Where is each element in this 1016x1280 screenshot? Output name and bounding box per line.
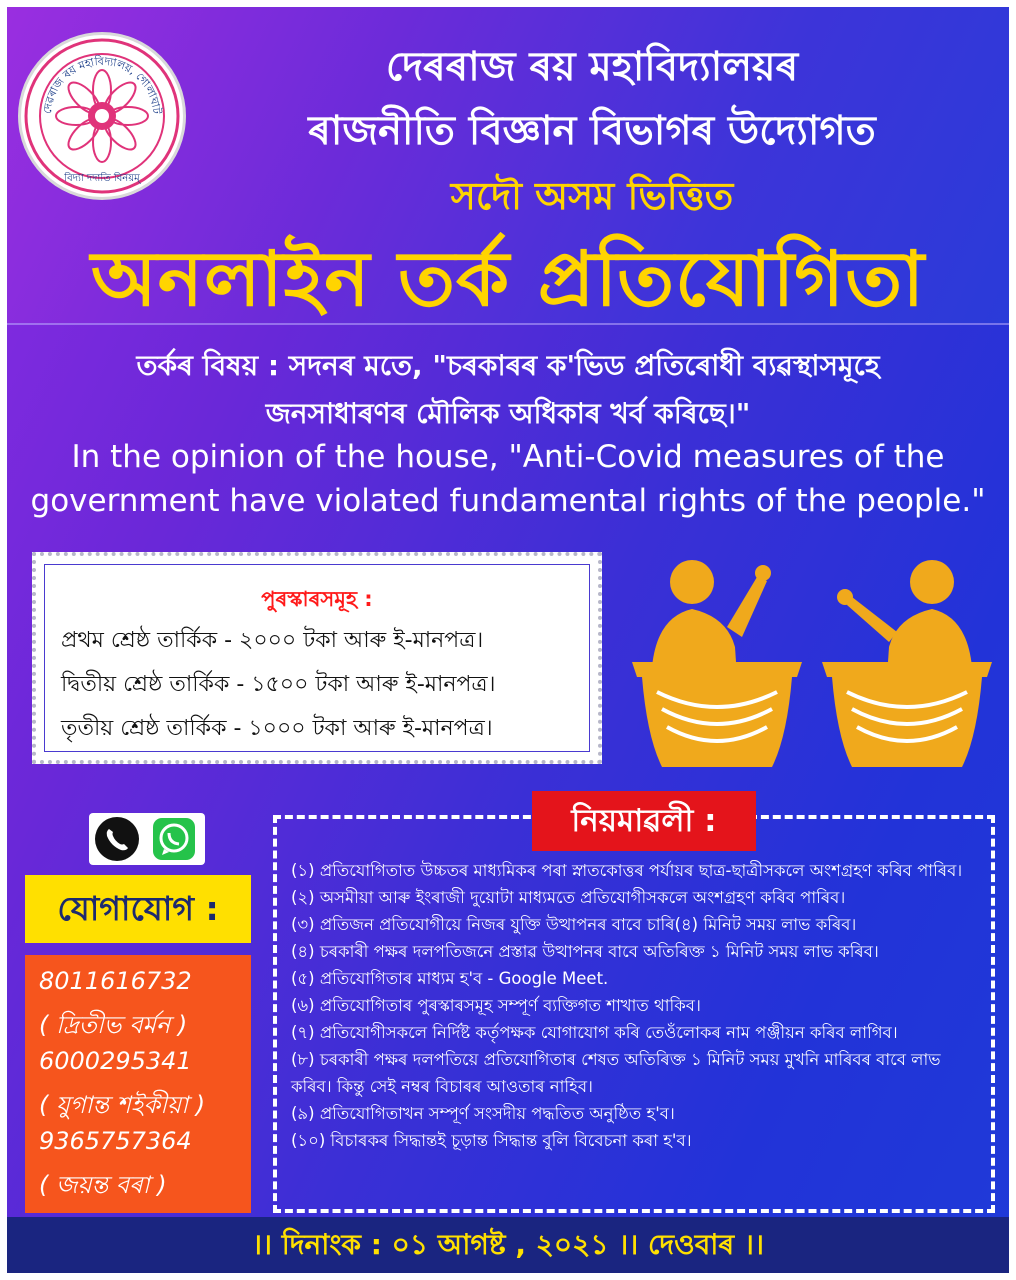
contact-name-3: ( জয়ন্ত বৰা ) bbox=[39, 1171, 167, 1199]
rule-item: (৫) প্ৰতিযোগিতাৰ মাধ্যম হ'ব - Google Meet. bbox=[291, 969, 609, 988]
rule-item: (৩) প্ৰতিজন প্ৰতিযোগীয়ে নিজৰ যুক্তি উত্থাপনৰ বাবে চাৰি(৪) মিনিট সময় লাভ কৰিব। bbox=[291, 915, 857, 934]
college-logo-icon bbox=[21, 35, 183, 197]
topic-bengali-line-1: তৰ্কৰ বিষয় : সদনৰ মতে, "চৰকাৰৰ ক'ভিড প্ৰতিৰোধী ব্যৱস্থাসমূহে bbox=[136, 349, 880, 382]
college-logo bbox=[21, 35, 183, 197]
header-divider bbox=[7, 323, 1009, 325]
prizes-panel bbox=[32, 552, 602, 764]
prize-first: প্ৰথম শ্ৰেষ্ঠ তাৰ্কিক - ২০০০ টকা আৰু ই-মানপত্ৰ। bbox=[61, 628, 484, 653]
contact-name-1: ( দ্ৰিতীভ বৰ্মন ) bbox=[39, 1011, 188, 1039]
rule-item: (১) প্ৰতিযোগিতাত উচ্চতৰ মাধ্যমিকৰ পৰা স্নাতকোত্তৰ পৰ্যায়ৰ ছাত্ৰ-ছাত্ৰীসকলে অংশগ্ৰহণ কৰিব পাৰিব। bbox=[291, 861, 963, 880]
prizes-title: পুৰস্কাৰসমূহ : bbox=[261, 587, 373, 611]
contact-phone-3[interactable]: 9365757364 bbox=[39, 1127, 192, 1155]
rules-list bbox=[291, 857, 981, 1154]
rules-title: নিয়মাৱলী : bbox=[532, 791, 756, 851]
topic-english bbox=[27, 435, 989, 523]
main-title: অনলাইন তৰ্ক প্ৰতিযোগিতা bbox=[90, 234, 926, 323]
topic-bengali-line-2: জনসাধাৰণৰ মৌলিক অধিকাৰ খৰ্ব কৰিছে।" bbox=[265, 397, 751, 430]
topic-english-line-2: government have violated fundamental rights of the people." bbox=[30, 483, 986, 519]
topic-bengali bbox=[27, 342, 989, 438]
poster bbox=[7, 7, 1009, 1273]
whatsapp-icon[interactable] bbox=[153, 818, 195, 860]
footer-date: ।। দিনাংক : ০১ আগষ্ট , ২০২১ ।। দেওবাৰ ।। bbox=[7, 1217, 1009, 1273]
phone-icon[interactable] bbox=[95, 817, 139, 861]
rule-item: (৬) প্ৰতিযোগিতাৰ পুৰস্কাৰসমূহ সম্পূৰ্ণ ব্যক্তিগত শাখাত থাকিব। bbox=[291, 996, 701, 1015]
rule-item: (৪) চৰকাৰী পক্ষৰ দলপতিজনে প্ৰস্তাৱ উত্থাপনৰ বাবে অতিৰিক্ত ১ মিনিট সময় লাভ কৰিব। bbox=[291, 942, 879, 961]
rule-item: (২) অসমীয়া আৰু ইংৰাজী দুয়োটা মাধ্যমতে প্ৰতিযোগীসকলে অংশগ্ৰহণ কৰিব পাৰিব। bbox=[291, 888, 846, 907]
rule-item: (৭) প্ৰতিযোগীসকলে নিৰ্দিষ্ট কৰ্তৃপক্ষক যোগাযোগ কৰি তেওঁলোকৰ নাম পঞ্জীয়ন কৰিব লাগিব। bbox=[291, 1023, 898, 1042]
header-line-2: ৰাজনীতি বিজ্ঞান বিভাগৰ উদ্যোগত bbox=[308, 108, 876, 154]
debaters-illustration bbox=[617, 537, 1007, 777]
contact-phone-2[interactable]: 6000295341 bbox=[39, 1047, 192, 1075]
topic-english-line-1: In the opinion of the house, "Anti-Covid measures of the bbox=[71, 439, 945, 475]
rules-box bbox=[273, 815, 995, 1213]
prize-second: দ্বিতীয় শ্ৰেষ্ঠ তাৰ্কিক - ১৫০০ টকা আৰু ই-মানপত্ৰ। bbox=[61, 672, 496, 697]
rule-item: (৮) চৰকাৰী পক্ষৰ দলপতিয়ে প্ৰতিযোগিতাৰ শেষত অতিৰিক্ত ১ মিনিট সময় মুখনি মাৰিবৰ বাবে লাভ কৰিব। কিন্তু সেই নম্বৰ বিচাৰৰ আওতাৰ নাহিব। bbox=[291, 1050, 941, 1096]
contact-phone-1[interactable]: 8011616732 bbox=[39, 967, 192, 995]
logo-motto: বিদ্যা দদাতি বিনয়ম্ bbox=[64, 173, 140, 184]
prizes-inner-border bbox=[44, 564, 590, 752]
contact-name-2: ( যুগান্ত শইকীয়া ) bbox=[39, 1091, 206, 1119]
header-line-3: সদৌ অসম ভিত্তিত bbox=[450, 174, 734, 218]
header-line-1: দেৰৰাজ ৰয় মহাবিদ্যালয়ৰ bbox=[385, 44, 799, 90]
contact-icons bbox=[89, 813, 205, 865]
rule-item: (১০) বিচাৰকৰ সিদ্ধান্তই চূড়ান্ত সিদ্ধান্ত বুলি বিবেচনা কৰা হ'ব। bbox=[291, 1131, 692, 1150]
rule-item: (৯) প্ৰতিযোগিতাখন সম্পূৰ্ণ সংসদীয় পদ্ধতিত অনুষ্ঠিত হ'ব। bbox=[291, 1104, 675, 1123]
prize-third: তৃতীয় শ্ৰেষ্ঠ তাৰ্কিক - ১০০০ টকা আৰু ই-মানপত্ৰ। bbox=[61, 716, 493, 741]
logo-ring-text: দেৱৰাজ ৰয় মহাবিদ্যালয়, গোলাঘাট bbox=[40, 54, 164, 115]
contact-label: যোগাযোগ : bbox=[25, 875, 251, 943]
contact-box bbox=[25, 955, 251, 1213]
